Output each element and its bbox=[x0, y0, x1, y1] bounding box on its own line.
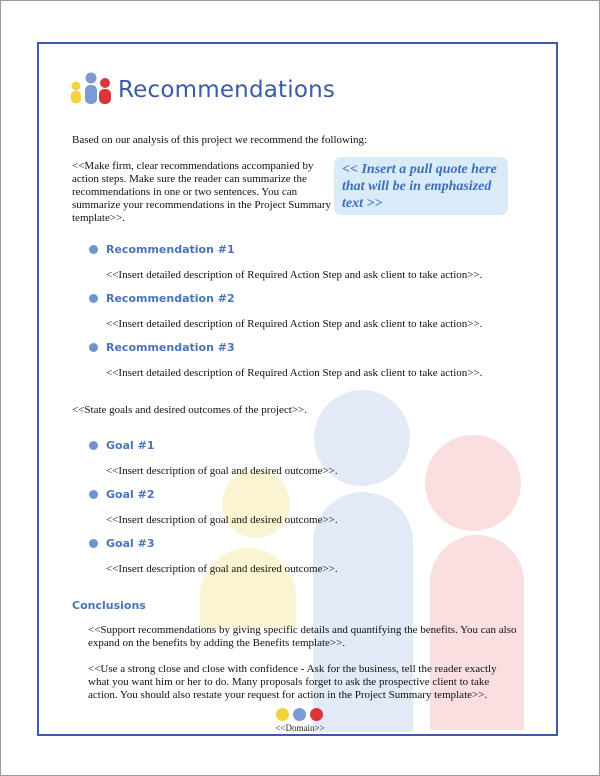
bullet-icon bbox=[89, 490, 98, 499]
pull-quote: << Insert a pull quote here that will be in emphasized text >> bbox=[334, 157, 508, 215]
conclusions-heading: Conclusions bbox=[72, 599, 146, 612]
goals-intro: <<State goals and desired outcomes of the project>>. bbox=[72, 404, 307, 416]
recommendation-title: Recommendation #3 bbox=[106, 341, 235, 354]
goal-description: <<Insert description of goal and desired outcome>>. bbox=[106, 514, 338, 526]
recommendation-title: Recommendation #1 bbox=[106, 243, 235, 256]
people-logo-icon bbox=[70, 70, 114, 104]
recommendation-description: <<Insert detailed description of Required Action Step and ask client to take action>>. bbox=[106, 367, 483, 379]
recommendation-summary: <<Make firm, clear recommendations accompanied by action steps. Make sure the reader can summarize the recommendations in one or two sentences. You can summarize your recommendations in the Project Summary template>>. bbox=[72, 160, 332, 224]
goal-description: <<Insert description of goal and desired outcome>>. bbox=[106, 563, 338, 575]
footer-dots-icon bbox=[276, 708, 324, 722]
goal-title: Goal #1 bbox=[106, 439, 155, 452]
recommendation-description: <<Insert detailed description of Required Action Step and ask client to take action>>. bbox=[106, 269, 483, 281]
recommendation-title: Recommendation #2 bbox=[106, 292, 235, 305]
recommendation-description: <<Insert detailed description of Required Action Step and ask client to take action>>. bbox=[106, 318, 483, 330]
bullet-icon bbox=[89, 343, 98, 352]
page-title: Recommendations bbox=[118, 77, 336, 103]
intro-text: Based on our analysis of this project we recommend the following: bbox=[72, 134, 368, 146]
footer-domain: <<Domain>> bbox=[275, 723, 325, 733]
bullet-icon bbox=[89, 441, 98, 450]
conclusions-paragraph: <<Use a strong close and close with confidence - Ask for the business, tell the reader exactly what you want him or her to do. Many proposals forget to ask the prospective client to take action. You should also restate your request for action in the Project Summary template>>. bbox=[88, 663, 497, 701]
bullet-icon bbox=[89, 539, 98, 548]
goal-description: <<Insert description of goal and desired outcome>>. bbox=[106, 465, 338, 477]
bullet-icon bbox=[89, 294, 98, 303]
goal-title: Goal #2 bbox=[106, 488, 155, 501]
goal-title: Goal #3 bbox=[106, 537, 155, 550]
conclusions-paragraph: <<Support recommendations by giving specific details and quantifying the benefits. You can also expand on the benefits by adding the Benefits template>>. bbox=[88, 624, 517, 649]
bullet-icon bbox=[89, 245, 98, 254]
